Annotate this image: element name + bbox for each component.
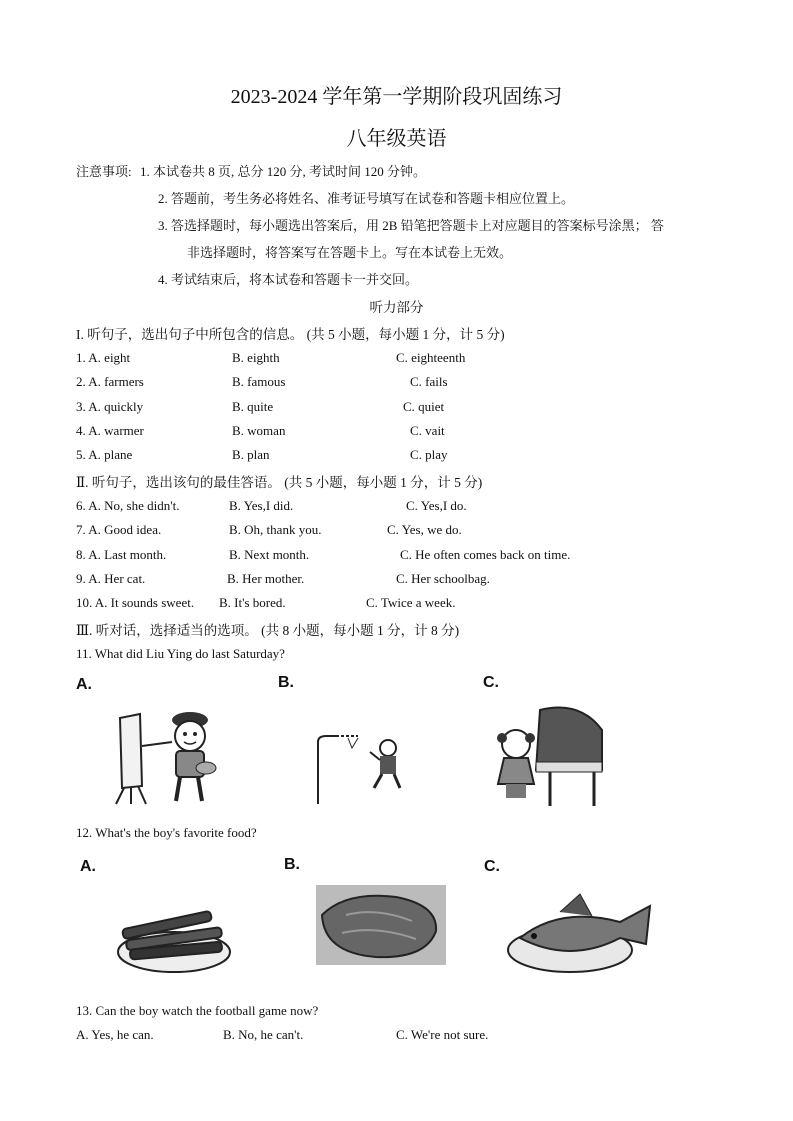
q11-option-b-label: B.	[278, 674, 294, 691]
exam-subtitle: 八年级英语	[346, 128, 447, 150]
exam-title: 2023-2024 学年第一学期阶段巩固练习	[230, 86, 563, 108]
q6-option-b: B. Yes,I did.	[229, 498, 294, 513]
q7-option-a: 7. A. Good idea.	[76, 522, 162, 537]
q8-option-b: B. Next month.	[229, 547, 310, 562]
q12-option-b-label: B.	[284, 856, 300, 873]
q4-option-b: B. woman	[232, 423, 286, 438]
q9-option-a: 9. A. Her cat.	[76, 571, 146, 586]
section3-title: Ⅲ. 听对话，选择适当的选项。 (共 8 小题，每小题 1 分，计 8 分)	[76, 623, 460, 638]
section2-title: Ⅱ. 听句子，选出该句的最佳答语。 (共 5 小题，每小题 1 分，计 5 分)	[76, 475, 483, 490]
listening-section-title: 听力部分	[369, 300, 424, 315]
painting-child-image	[110, 706, 230, 806]
q12-option-c-label: C.	[484, 858, 500, 875]
q9-option-c: C. Her schoolbag.	[396, 571, 490, 586]
note-item-2: 2. 答题前，考生务必将姓名、准考证号填写在试卷和答题卡相应位置上。	[158, 191, 575, 206]
q2-option-b: B. famous	[232, 374, 286, 389]
q7-option-c: C. Yes, we do.	[387, 522, 462, 537]
section1-title: I. 听句子，选出句子中所包含的信息。 (共 5 小题，每小题 1 分，计 5 分)	[76, 327, 505, 342]
note-item-3-cont: 非选择题时，将答案写在答题卡上。写在本试卷上无效。	[187, 245, 513, 260]
q13-question: 13. Can the boy watch the football game now?	[76, 1003, 319, 1018]
q13-option-c: C. We're not sure.	[396, 1027, 489, 1042]
piano-girl-image	[490, 700, 610, 810]
q1-option-c: C. eighteenth	[396, 350, 466, 365]
kebabs-image	[112, 890, 242, 980]
note-item-3: 3. 答选择题时，每小题选出答案后，用 2B 铅笔把答题卡上对应题目的答案标号涂黑； 答	[158, 218, 664, 233]
q2-option-a: 2. A. farmers	[76, 374, 144, 389]
q10-option-b: B. It's bored.	[219, 595, 286, 610]
q10-option-a: 10. A. It sounds sweet.	[76, 595, 195, 610]
q6-option-a: 6. A. No, she didn't.	[76, 498, 180, 513]
q11-question: 11. What did Liu Ying do last Saturday?	[76, 646, 285, 661]
q3-option-a: 3. A. quickly	[76, 399, 144, 414]
q7-option-b: B. Oh, thank you.	[229, 522, 322, 537]
q1-option-b: B. eighth	[232, 350, 280, 365]
q5-option-a: 5. A. plane	[76, 447, 133, 462]
q1-option-a: 1. A. eight	[76, 350, 131, 365]
q10-option-c: C. Twice a week.	[366, 595, 456, 610]
q12-option-a-label: A.	[80, 858, 96, 875]
q3-option-c: C. quiet	[403, 399, 445, 414]
q9-option-b: B. Her mother.	[227, 571, 305, 586]
q13-option-b: B. No, he can't.	[223, 1027, 304, 1042]
q8-option-a: 8. A. Last month.	[76, 547, 167, 562]
note-item-1: 1. 本试卷共 8 页, 总分 120 分, 考试时间 120 分钟。	[140, 164, 427, 179]
q3-option-b: B. quite	[232, 399, 274, 414]
q11-option-a-label: A.	[76, 676, 92, 693]
q8-option-c: C. He often comes back on time.	[400, 547, 571, 562]
q2-option-c: C. fails	[410, 374, 448, 389]
steak-image	[316, 885, 446, 965]
q4-option-a: 4. A. warmer	[76, 423, 144, 438]
q5-option-b: B. plan	[232, 447, 270, 462]
notes-label: 注意事项:	[76, 164, 132, 179]
basketball-boy-image	[310, 726, 410, 806]
q5-option-c: C. play	[410, 447, 448, 462]
q12-question: 12. What's the boy's favorite food?	[76, 825, 257, 840]
note-item-4: 4. 考试结束后，将本试卷和答题卡一并交回。	[158, 272, 419, 287]
q13-option-a: A. Yes, he can.	[76, 1027, 154, 1042]
q4-option-c: C. vait	[410, 423, 445, 438]
q11-option-c-label: C.	[483, 674, 499, 691]
q6-option-c: C. Yes,I do.	[406, 498, 467, 513]
fish-image	[500, 882, 660, 982]
